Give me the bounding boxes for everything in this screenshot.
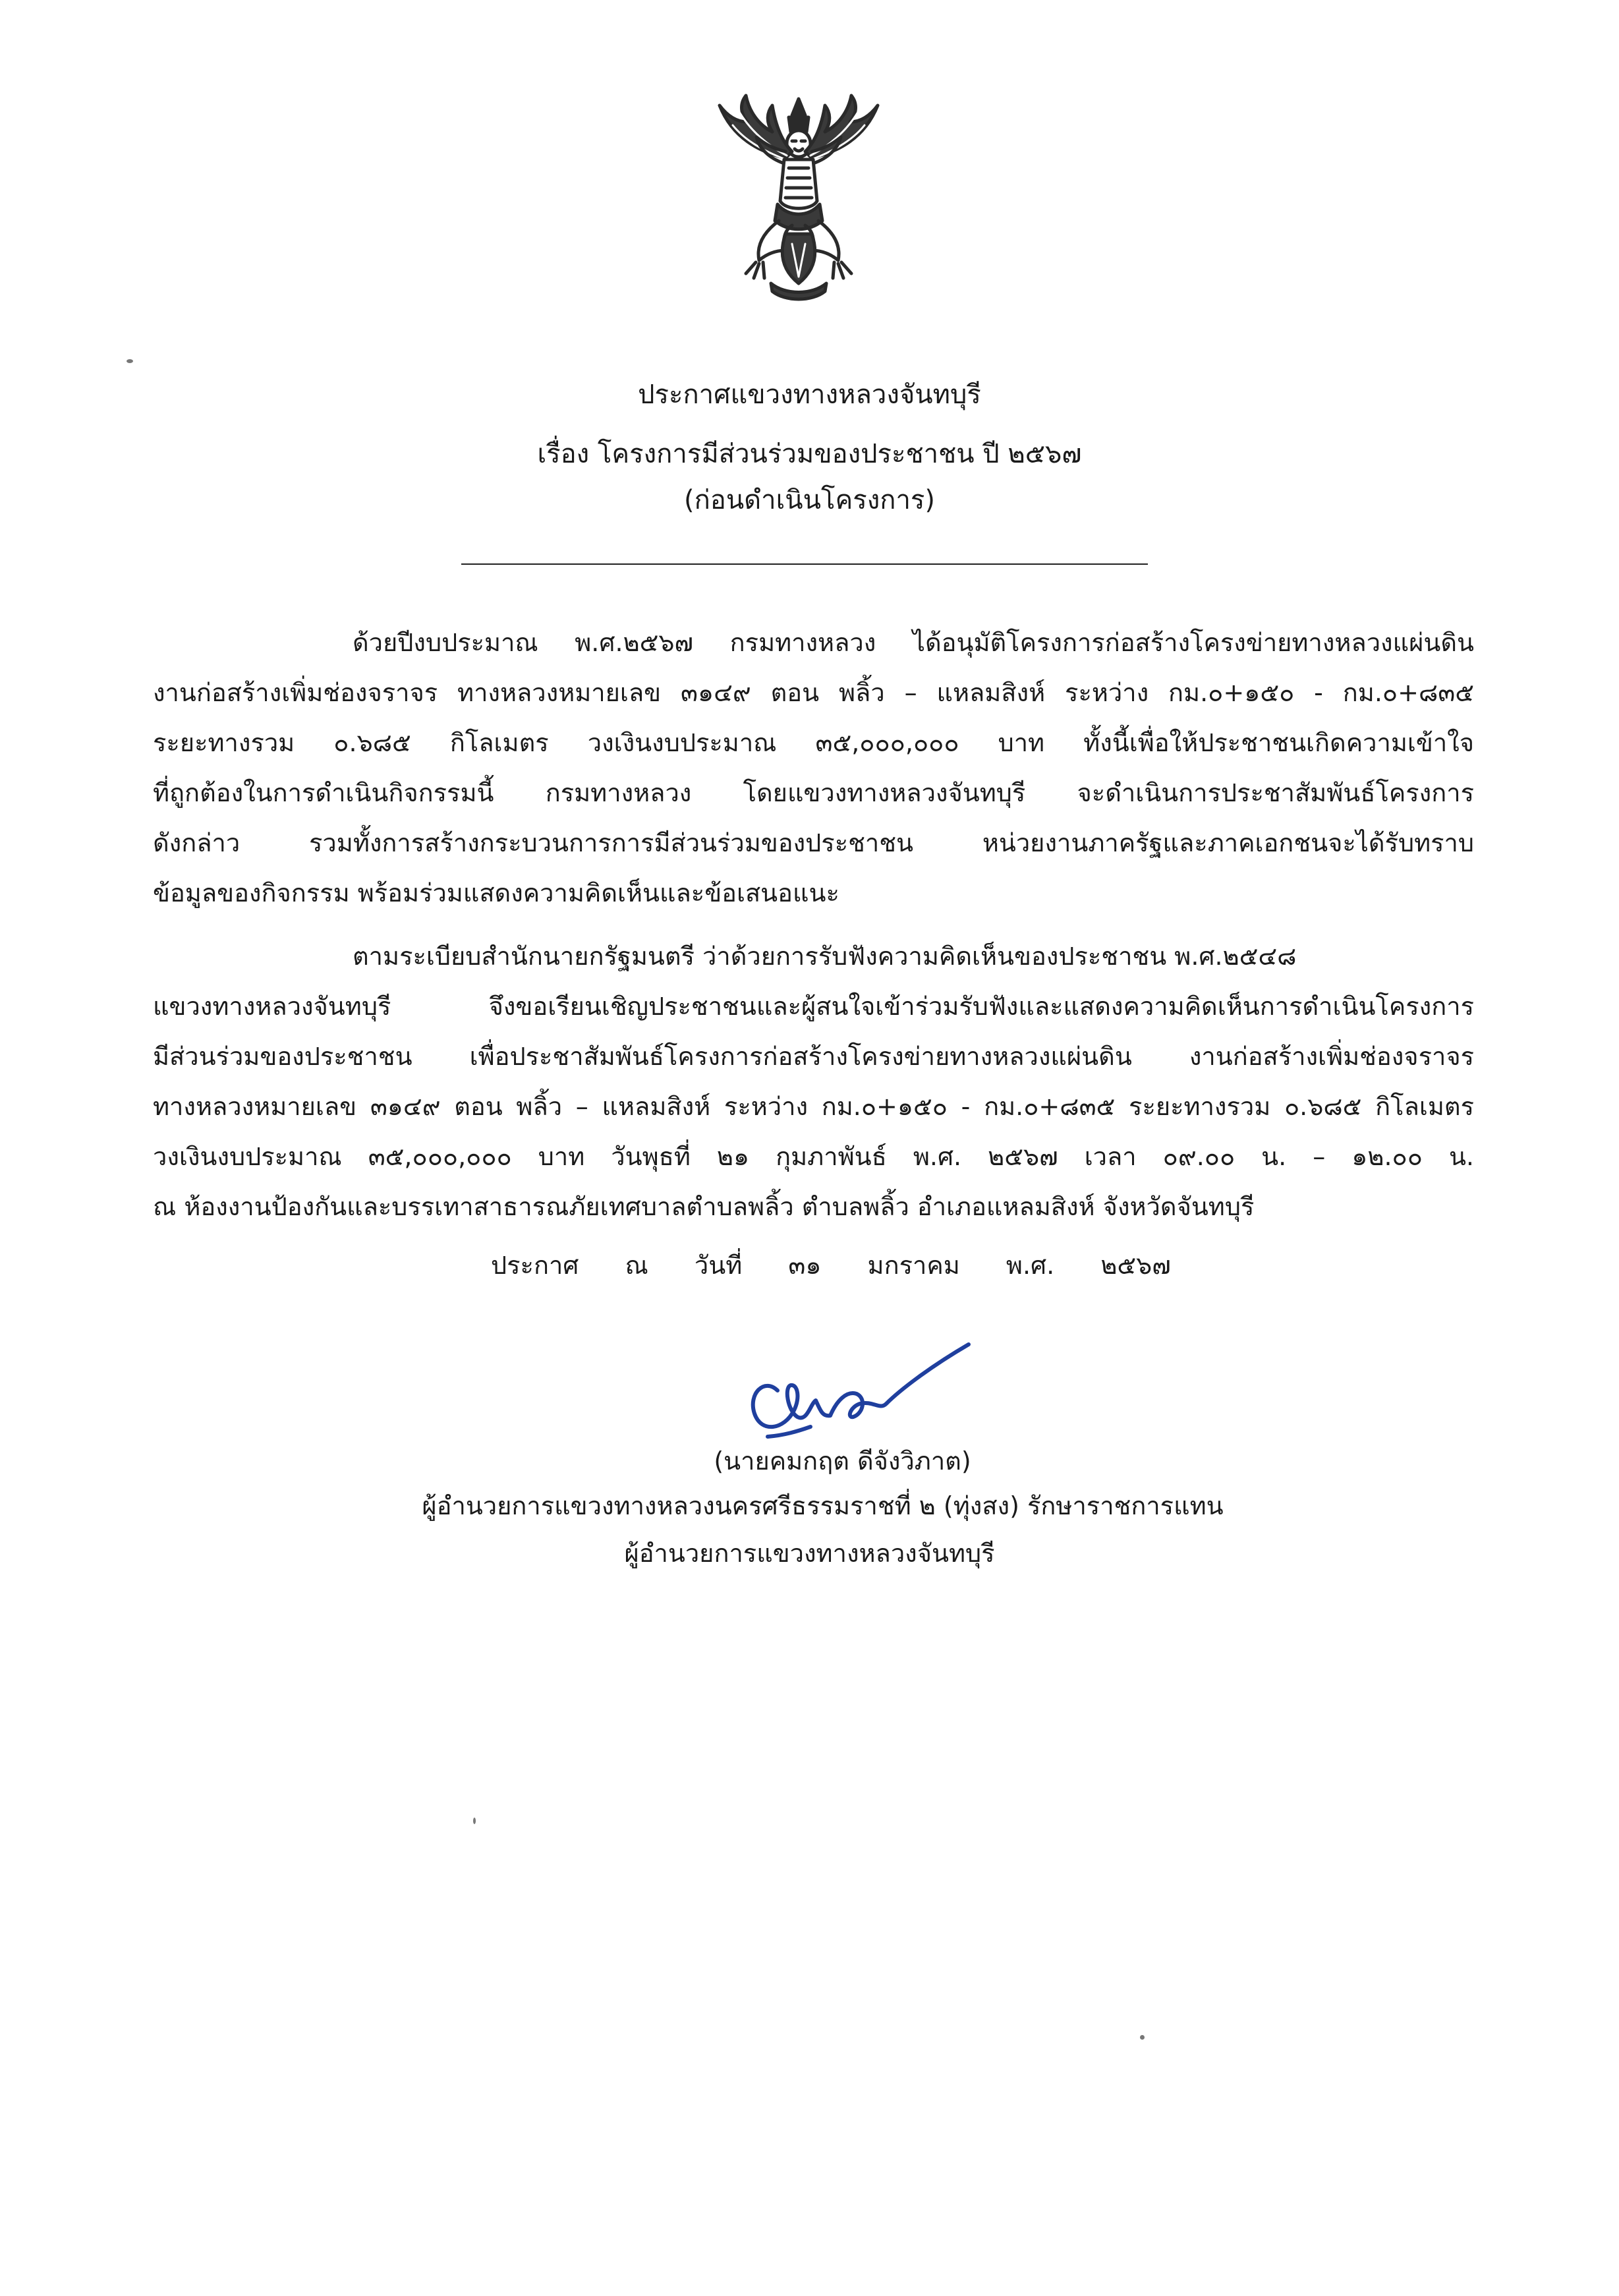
header-divider xyxy=(461,563,1148,565)
paragraph-line: ณ ห้องงานป้องกันและบรรเทาสาธารณภัยเทศบาลตำบลพลิ้ว ตำบลพลิ้ว อำเภอแหลมสิงห์ จังหวัดจันทบุรี xyxy=(153,1192,1255,1221)
date-at: ณ xyxy=(625,1251,648,1280)
announcement-date xyxy=(491,1248,1171,1283)
paragraph-line: ทางหลวงหมายเลข ๓๑๔๙ ตอน พลิ้ว – แหลมสิงห์ ระหว่าง กม.๐+๑๕๐ - กม.๐+๘๓๕ ระยะทางรวม ๐.๖๘๕ กิโลเมตร xyxy=(153,1092,1474,1121)
paragraph-line: ตามระเบียบสำนักนายกรัฐมนตรี ว่าด้วยการรับฟังความคิดเห็นของประชาชน พ.ศ.๒๕๔๘ xyxy=(353,942,1297,971)
date-era: พ.ศ. xyxy=(1006,1251,1055,1280)
paragraph-line: ด้วยปีงบประมาณ พ.ศ.๒๕๖๗ กรมทางหลวง ได้อนุมัติโครงการก่อสร้างโครงข่ายทางหลวงแผ่นดิน xyxy=(353,628,1474,657)
scan-speck xyxy=(473,1818,476,1824)
announcement-note: (ก่อนดำเนินโครงการ) xyxy=(683,485,935,515)
date-day-label: วันที่ xyxy=(694,1251,743,1280)
paragraph-line: ระยะทางรวม ๐.๖๘๕ กิโลเมตร วงเงินงบประมาณ ๓๕,๐๐๐,๐๐๐ บาท ทั้งนี้เพื่อให้ประชาชนเกิดความเข้าใจ xyxy=(153,728,1474,757)
scan-speck xyxy=(127,359,133,363)
paragraph-line: งานก่อสร้างเพิ่มช่องจราจร ทางหลวงหมายเลข ๓๑๔๙ ตอน พลิ้ว – แหลมสิงห์ ระหว่าง กม.๐+๑๕๐ - กม.๐+๘๓๕ xyxy=(153,678,1474,707)
paragraph-line: มีส่วนร่วมของประชาชน เพื่อประชาสัมพันธ์โครงการก่อสร้างโครงข่ายทางหลวงแผ่นดิน งานก่อสร้างเพิ่มช่องจราจร xyxy=(153,1042,1474,1071)
paragraph-line: ข้อมูลของกิจกรรม พร้อมร่วมแสดงความคิดเห็นและข้อเสนอแนะ xyxy=(153,878,839,907)
announcement-title: ประกาศแขวงทางหลวงจันทบุรี xyxy=(638,380,981,410)
date-month: มกราคม xyxy=(867,1251,960,1280)
signatory-name: (นายคมกฤต ดีจังวิภาต) xyxy=(714,1447,971,1476)
signatory-position-line-2: ผู้อำนวยการแขวงทางหลวงจันทบุรี xyxy=(624,1539,995,1568)
date-word: ประกาศ xyxy=(491,1251,579,1280)
garuda-emblem-icon xyxy=(693,86,904,303)
paragraph-line: วงเงินงบประมาณ ๓๕,๐๐๐,๐๐๐ บาท วันพุธที่ ๒๑ กุมภาพันธ์ พ.ศ. ๒๕๖๗ เวลา ๐๙.๐๐ น. – ๑๒.๐๐ น. xyxy=(153,1142,1474,1171)
date-day: ๓๑ xyxy=(788,1251,822,1280)
signatory-position-line-1: ผู้อำนวยการแขวงทางหลวงนครศรีธรรมราชที่ ๒ (ทุ่งสง) รักษาราชการแทน xyxy=(422,1491,1224,1520)
date-year: ๒๕๖๗ xyxy=(1100,1251,1171,1280)
paragraph-line: ที่ถูกต้องในการดำเนินกิจกรรมนี้ กรมทางหลวง โดยแขวงทางหลวงจันทบุรี จะดำเนินการประชาสัมพันธ์โครงการ xyxy=(153,778,1474,807)
announcement-subject: เรื่อง โครงการมีส่วนร่วมของประชาชน ปี ๒๕๖๗ xyxy=(537,439,1082,469)
paragraph-line: ดังกล่าว รวมทั้งการสร้างกระบวนการการมีส่วนร่วมของประชาชน หน่วยงานภาครัฐและภาคเอกชนจะได้รับทราบ xyxy=(153,828,1474,857)
paragraph-line: แขวงทางหลวงจันทบุรี จึงขอเรียนเชิญประชาชนและผู้สนใจเข้าร่วมรับฟังและแสดงความคิดเห็นการดำเนินโครงการ xyxy=(153,992,1474,1021)
handwritten-signature xyxy=(731,1338,1008,1450)
scan-speck xyxy=(1140,2035,1145,2040)
